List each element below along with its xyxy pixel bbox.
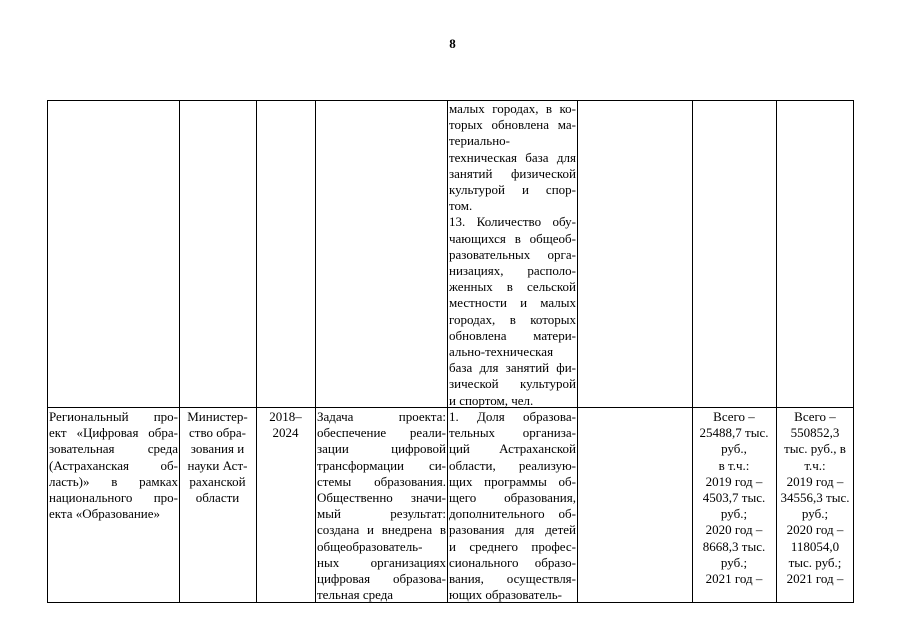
text-line: териально- [449,133,510,149]
col-divider [179,100,180,603]
text-line: зической культурой [449,376,576,392]
text-line: том. [449,198,473,214]
text-line: и спортом, чел. [449,392,534,408]
text-line: в т.ч.: [718,457,750,473]
col-divider [447,100,448,603]
text-line: 34556,3 тыс. [780,490,850,506]
col-divider [577,100,578,603]
text-line: руб.; [720,506,748,522]
text-line: щего образования, [449,490,576,506]
text-line: руб., [721,441,747,457]
text-line: база для занятий фи- [449,360,576,376]
col-divider [256,100,257,603]
text-line: Всего – [713,409,755,424]
text-line: культурой и спор- [449,182,576,198]
text-line: 2020 год – [786,522,844,538]
text-line: мый результат: [317,506,446,522]
text-line: обновлена матери- [449,327,576,343]
text-line: Общественно значи- [317,490,446,506]
cell-indicators-top [449,101,576,409]
text-line: 2024 [272,425,299,441]
text-line: ласть)» в рамках [49,473,178,489]
text-line: Задача проекта: [317,409,446,424]
cell-period [257,409,314,441]
text-line: ально-техническая [449,344,554,360]
text-line: занятий физической [449,165,576,181]
text-line: национального про- [49,490,178,506]
cell-executor [180,409,255,506]
text-line: т.ч.: [804,457,826,473]
text-line: стемы образования. [317,473,446,489]
text-line: екта «Образование» [49,506,161,522]
text-line: местности и малых [449,295,576,311]
text-line: дополнительного об- [449,506,576,522]
text-line: создана и внедрена в [317,522,446,538]
text-line: обеспечение реали- [317,425,446,441]
text-line: женных в сельской [449,279,576,295]
text-line: зовательная среда [49,441,178,457]
text-line: ций Астраханской [449,441,576,457]
text-line: общеобразователь- [317,538,423,554]
text-line: 8668,3 тыс. [702,538,766,554]
text-line: 2019 год – [705,473,763,489]
text-line: трансформации си- [317,457,446,473]
text-line: Региональный про- [49,409,178,424]
text-line: тельных организа- [449,425,576,441]
text-line: ющих образователь- [449,587,562,603]
text-line: 13. Количество обу- [449,214,576,230]
text-line: низациях, располо- [449,263,576,279]
text-line: 118054,0 [790,538,840,554]
page-number: 8 [449,36,456,51]
text-line: науки Аст- [187,457,248,473]
text-line: 2021 год – [786,571,844,587]
text-line: 2021 год – [705,571,763,587]
text-line: 550852,3 [790,425,840,441]
text-line: руб.; [801,506,829,522]
cell-funding-2 [777,409,853,587]
cell-indicators [449,409,576,603]
text-line: тыс. руб.; [788,554,842,570]
text-line: 1. Доля образова- [449,409,576,424]
text-line: тельная среда [317,587,394,603]
text-line: щих программы об- [449,473,576,489]
text-line: ство обра- [189,425,246,441]
text-line: разовательных орга- [449,246,576,262]
text-line: 4503,7 тыс. [702,490,766,506]
text-line: области [195,490,240,506]
text-line: городах, в которых [449,311,576,327]
text-line: малых городах, в ко- [449,101,576,116]
text-line: тыс. руб., в [784,441,846,457]
text-line: сионального образо- [449,554,576,570]
text-line: разования для детей [449,522,576,538]
text-line: Всего – [794,409,836,424]
cell-project-name [49,409,178,522]
text-line: зования и [190,441,245,457]
cell-funding-1 [693,409,775,587]
text-line: 2020 год – [705,522,763,538]
text-line: раханской [189,473,246,489]
text-line: ных организациях [317,554,446,570]
text-line: техническая база для [449,149,576,165]
text-line: 25488,7 тыс. [699,425,769,441]
col-divider [315,100,316,603]
text-line: вания, осуществля- [449,571,576,587]
text-line: 2019 год – [786,473,844,489]
text-line: чающихся в общеоб- [449,230,576,246]
cell-task [317,409,446,603]
text-line: цифровая образова- [317,571,446,587]
text-line: зации цифровой [317,441,446,457]
text-line: ект «Цифровая обра- [49,425,178,441]
text-line: и среднего профес- [449,538,576,554]
text-line: (Астраханская об- [49,457,178,473]
text-line: руб.; [720,554,748,570]
text-line: торых обновлена ма- [449,117,576,133]
text-line: 2018– [269,409,302,424]
text-line: Министер- [187,409,248,424]
text-line: области, реализую- [449,457,576,473]
